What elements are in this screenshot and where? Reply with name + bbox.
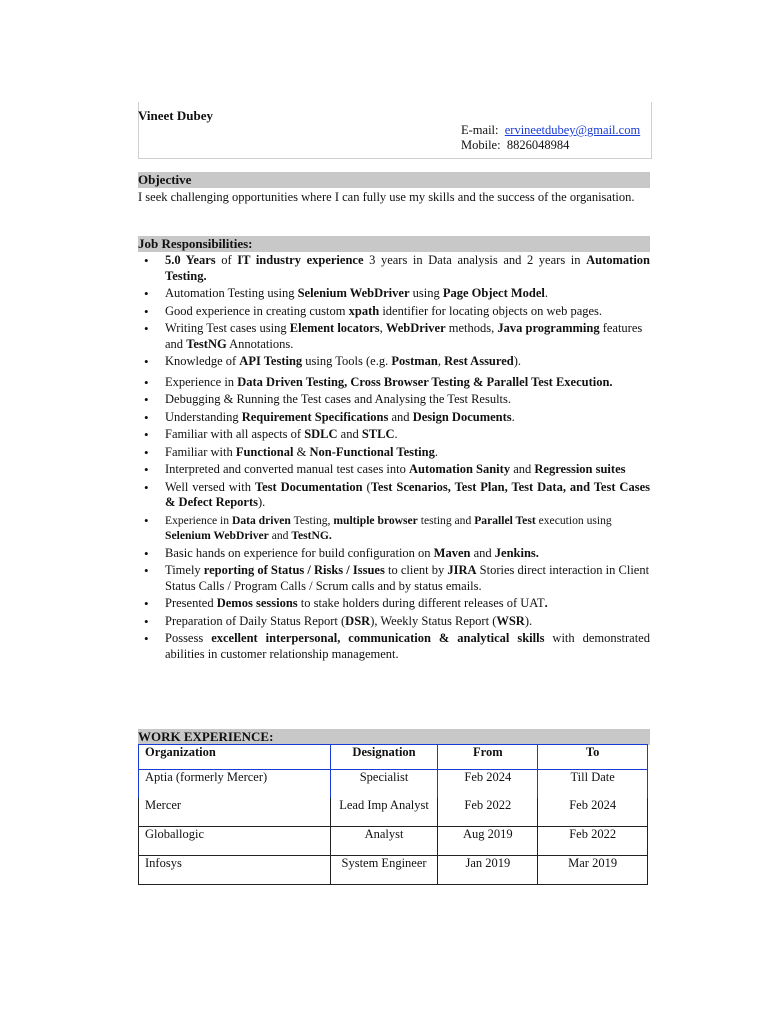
- bold-text: reporting of Status / Risks / Issues: [203, 563, 385, 577]
- bold-text: Element locators: [289, 321, 380, 335]
- text-run: execution using: [535, 513, 612, 527]
- text-run: .: [544, 286, 549, 300]
- text-run: to stake holders during different releases of UAT: [297, 596, 545, 610]
- text-run: with demonstrated abilities in customer relationship management.: [165, 631, 650, 661]
- text-run: ), Weekly Status Report (: [370, 613, 497, 628]
- email-label: E-mail:: [461, 123, 499, 137]
- text-run: ).: [258, 495, 266, 509]
- bold-text: Selenium WebDriver: [297, 286, 410, 300]
- responsibility-item: [138, 410, 650, 426]
- responsibilities-list: [138, 253, 650, 664]
- table-row: [139, 856, 648, 885]
- text-run: Basic hands on experience for build configuration on: [165, 545, 434, 560]
- bold-text: Parallel Test: [474, 513, 536, 527]
- text-run: &: [293, 444, 310, 459]
- work-experience-table: [138, 744, 648, 885]
- bold-text: excellent interpersonal, communication & analytical skills: [211, 631, 545, 645]
- text-run: and: [470, 545, 495, 560]
- table-row: [139, 827, 648, 856]
- responsibility-item: [138, 480, 650, 511]
- bold-text: Automation Testing.: [165, 253, 651, 283]
- text-run: ,: [379, 321, 386, 335]
- text-run: ).: [513, 354, 522, 368]
- responsibility-item: [138, 614, 650, 630]
- text-run: Familiar with: [165, 444, 236, 459]
- bold-text: multiple browser: [333, 513, 418, 527]
- cell-organization: Globallogic: [139, 827, 331, 856]
- cell-organization: Aptia (formerly Mercer): [139, 770, 331, 799]
- table-row: [139, 798, 648, 827]
- bold-text: Test Documentation: [254, 479, 363, 494]
- bold-text: xpath: [348, 303, 380, 318]
- bold-text: Data Driven Testing, Cross Browser Testing & Parallel Test Execution.: [237, 374, 613, 389]
- cell-from: Aug 2019: [438, 827, 538, 856]
- text-run: ,: [437, 354, 445, 368]
- text-run: Familiar with all aspects of: [165, 427, 305, 441]
- text-run: Debugging & Running the Test cases and Analysing the Test Results.: [165, 392, 512, 406]
- text-run: Testing,: [290, 513, 334, 527]
- responsibility-item: [138, 375, 650, 391]
- cell-from: Jan 2019: [438, 856, 538, 885]
- text-run: Presented: [165, 596, 217, 610]
- responsibility-item: [138, 427, 650, 443]
- text-run: Preparation of Daily Status Report (: [165, 613, 346, 628]
- bold-text: Jenkins.: [494, 545, 539, 560]
- responsibility-item: [138, 286, 650, 302]
- contact-block: [461, 123, 640, 153]
- bold-text: IT industry experience: [237, 253, 364, 267]
- cell-designation: System Engineer: [330, 856, 438, 885]
- bold-text: DSR: [345, 613, 371, 628]
- bold-text: Rest Assured: [444, 354, 514, 368]
- bold-text: WebDriver: [385, 321, 446, 335]
- text-run: 3 years in Data analysis and 2 years in: [363, 253, 587, 267]
- candidate-name: Vineet Dubey: [138, 108, 213, 123]
- bold-text: TestNG.: [291, 529, 332, 542]
- cell-organization: Infosys: [139, 856, 331, 885]
- responsibility-item: [138, 596, 650, 612]
- text-run: and: [388, 409, 413, 424]
- cell-from: Feb 2022: [438, 798, 538, 827]
- bold-text: STLC: [361, 427, 395, 441]
- responsibility-item: [138, 321, 650, 352]
- text-run: using Tools (e.g.: [302, 354, 392, 368]
- text-run: .: [434, 444, 438, 459]
- cell-from: Feb 2024: [438, 770, 538, 799]
- bold-text: API Testing: [239, 354, 303, 368]
- text-run: and: [268, 529, 292, 542]
- email-link[interactable]: ervineetdubey@gmail.com: [504, 123, 641, 137]
- responsibility-item: [138, 445, 650, 461]
- cell-designation: Specialist: [330, 770, 438, 799]
- mobile-line: [461, 138, 640, 153]
- text-run: and: [337, 427, 362, 441]
- text-run: Understanding: [165, 409, 242, 424]
- text-run: (: [362, 479, 371, 494]
- cell-designation: Lead Imp Analyst: [330, 798, 438, 827]
- responsibilities-heading: Job Responsibilities:: [138, 236, 650, 252]
- bold-text: Data driven: [231, 513, 291, 527]
- mobile-label: Mobile:: [461, 138, 501, 152]
- responsibility-item: [138, 392, 650, 408]
- bold-text: Test Scenarios, Test Plan, Test Data, and Test Cases & Defect Reports: [165, 479, 650, 509]
- email-line: [461, 123, 640, 138]
- text-run: Well versed with: [165, 479, 255, 494]
- text-run: of: [215, 253, 238, 267]
- objective-heading: Objective: [138, 172, 650, 188]
- responsibility-item: [138, 354, 650, 370]
- text-run: identifier for locating objects on web pages.: [379, 303, 603, 318]
- column-header-designation: Designation: [330, 745, 438, 770]
- cell-to: Till Date: [538, 770, 648, 799]
- text-run: testing and: [417, 513, 475, 527]
- text-run: to client by: [384, 563, 448, 577]
- responsibility-item: [138, 462, 650, 478]
- text-run: Experience in: [165, 374, 238, 389]
- bold-text: Java programming: [497, 321, 600, 335]
- bold-text: Automation Sanity: [409, 462, 511, 476]
- cell-to: Mar 2019: [538, 856, 648, 885]
- bold-text: Postman: [391, 354, 438, 368]
- text-run: features and: [165, 321, 643, 351]
- table-header-row: [139, 745, 648, 770]
- work-experience-heading: WORK EXPERIENCE:: [138, 729, 650, 745]
- text-run: Writing Test cases using: [165, 321, 290, 335]
- text-run: Possess: [165, 631, 212, 645]
- text-run: Automation Testing using: [165, 286, 298, 300]
- cell-to: Feb 2022: [538, 827, 648, 856]
- bold-text: WSR: [496, 613, 525, 628]
- responsibility-item: [138, 631, 650, 662]
- bold-text: .: [544, 596, 548, 610]
- bold-text: Page Object Model: [442, 286, 545, 300]
- cell-designation: Analyst: [330, 827, 438, 856]
- bold-text: Maven: [433, 545, 471, 560]
- table-row: [139, 770, 648, 799]
- text-run: Timely: [165, 563, 204, 577]
- bold-text: Requirement Specifications: [241, 409, 389, 424]
- bold-text: JIRA: [447, 563, 477, 577]
- responsibility-item: [138, 253, 650, 284]
- text-run: ).: [524, 613, 533, 628]
- cell-to: Feb 2024: [538, 798, 648, 827]
- bold-text: Demos sessions: [216, 596, 298, 610]
- text-run: using: [409, 286, 443, 300]
- text-run: .: [511, 409, 515, 424]
- responsibility-item: [138, 513, 650, 544]
- responsibility-item: [138, 546, 650, 562]
- text-run: and: [510, 462, 535, 476]
- bold-text: Regression suites: [534, 462, 626, 476]
- objective-text: I seek challenging opportunities where I can fully use my skills and the success of the organisation.: [138, 190, 635, 204]
- text-run: .: [394, 427, 398, 441]
- text-run: Annotations.: [226, 336, 294, 351]
- text-run: Stories direct interaction in Client Status Calls / Program Calls / Scrum calls and by status emails.: [165, 563, 650, 593]
- responsibility-item: [138, 304, 650, 320]
- bold-text: Non-Functional Testing: [309, 444, 435, 459]
- text-run: methods,: [445, 321, 498, 335]
- text-run: Interpreted and converted manual test cases into: [165, 462, 410, 476]
- bold-text: Selenium WebDriver: [165, 529, 269, 542]
- bold-text: Design Documents: [412, 409, 512, 424]
- mobile-number: 8826048984: [506, 138, 570, 152]
- text-run: Good experience in creating custom: [165, 303, 349, 318]
- text-run: Knowledge of: [165, 354, 240, 368]
- column-header-organization: Organization: [139, 745, 331, 770]
- responsibility-item: [138, 563, 650, 594]
- cell-organization: Mercer: [139, 798, 331, 827]
- column-header-from: From: [438, 745, 538, 770]
- text-run: Experience in: [165, 513, 232, 527]
- bold-text: Functional: [235, 444, 294, 459]
- bold-text: SDLC: [304, 427, 338, 441]
- bold-text: TestNG: [186, 336, 227, 351]
- column-header-to: To: [538, 745, 648, 770]
- bold-text: 5.0 Years: [165, 253, 216, 267]
